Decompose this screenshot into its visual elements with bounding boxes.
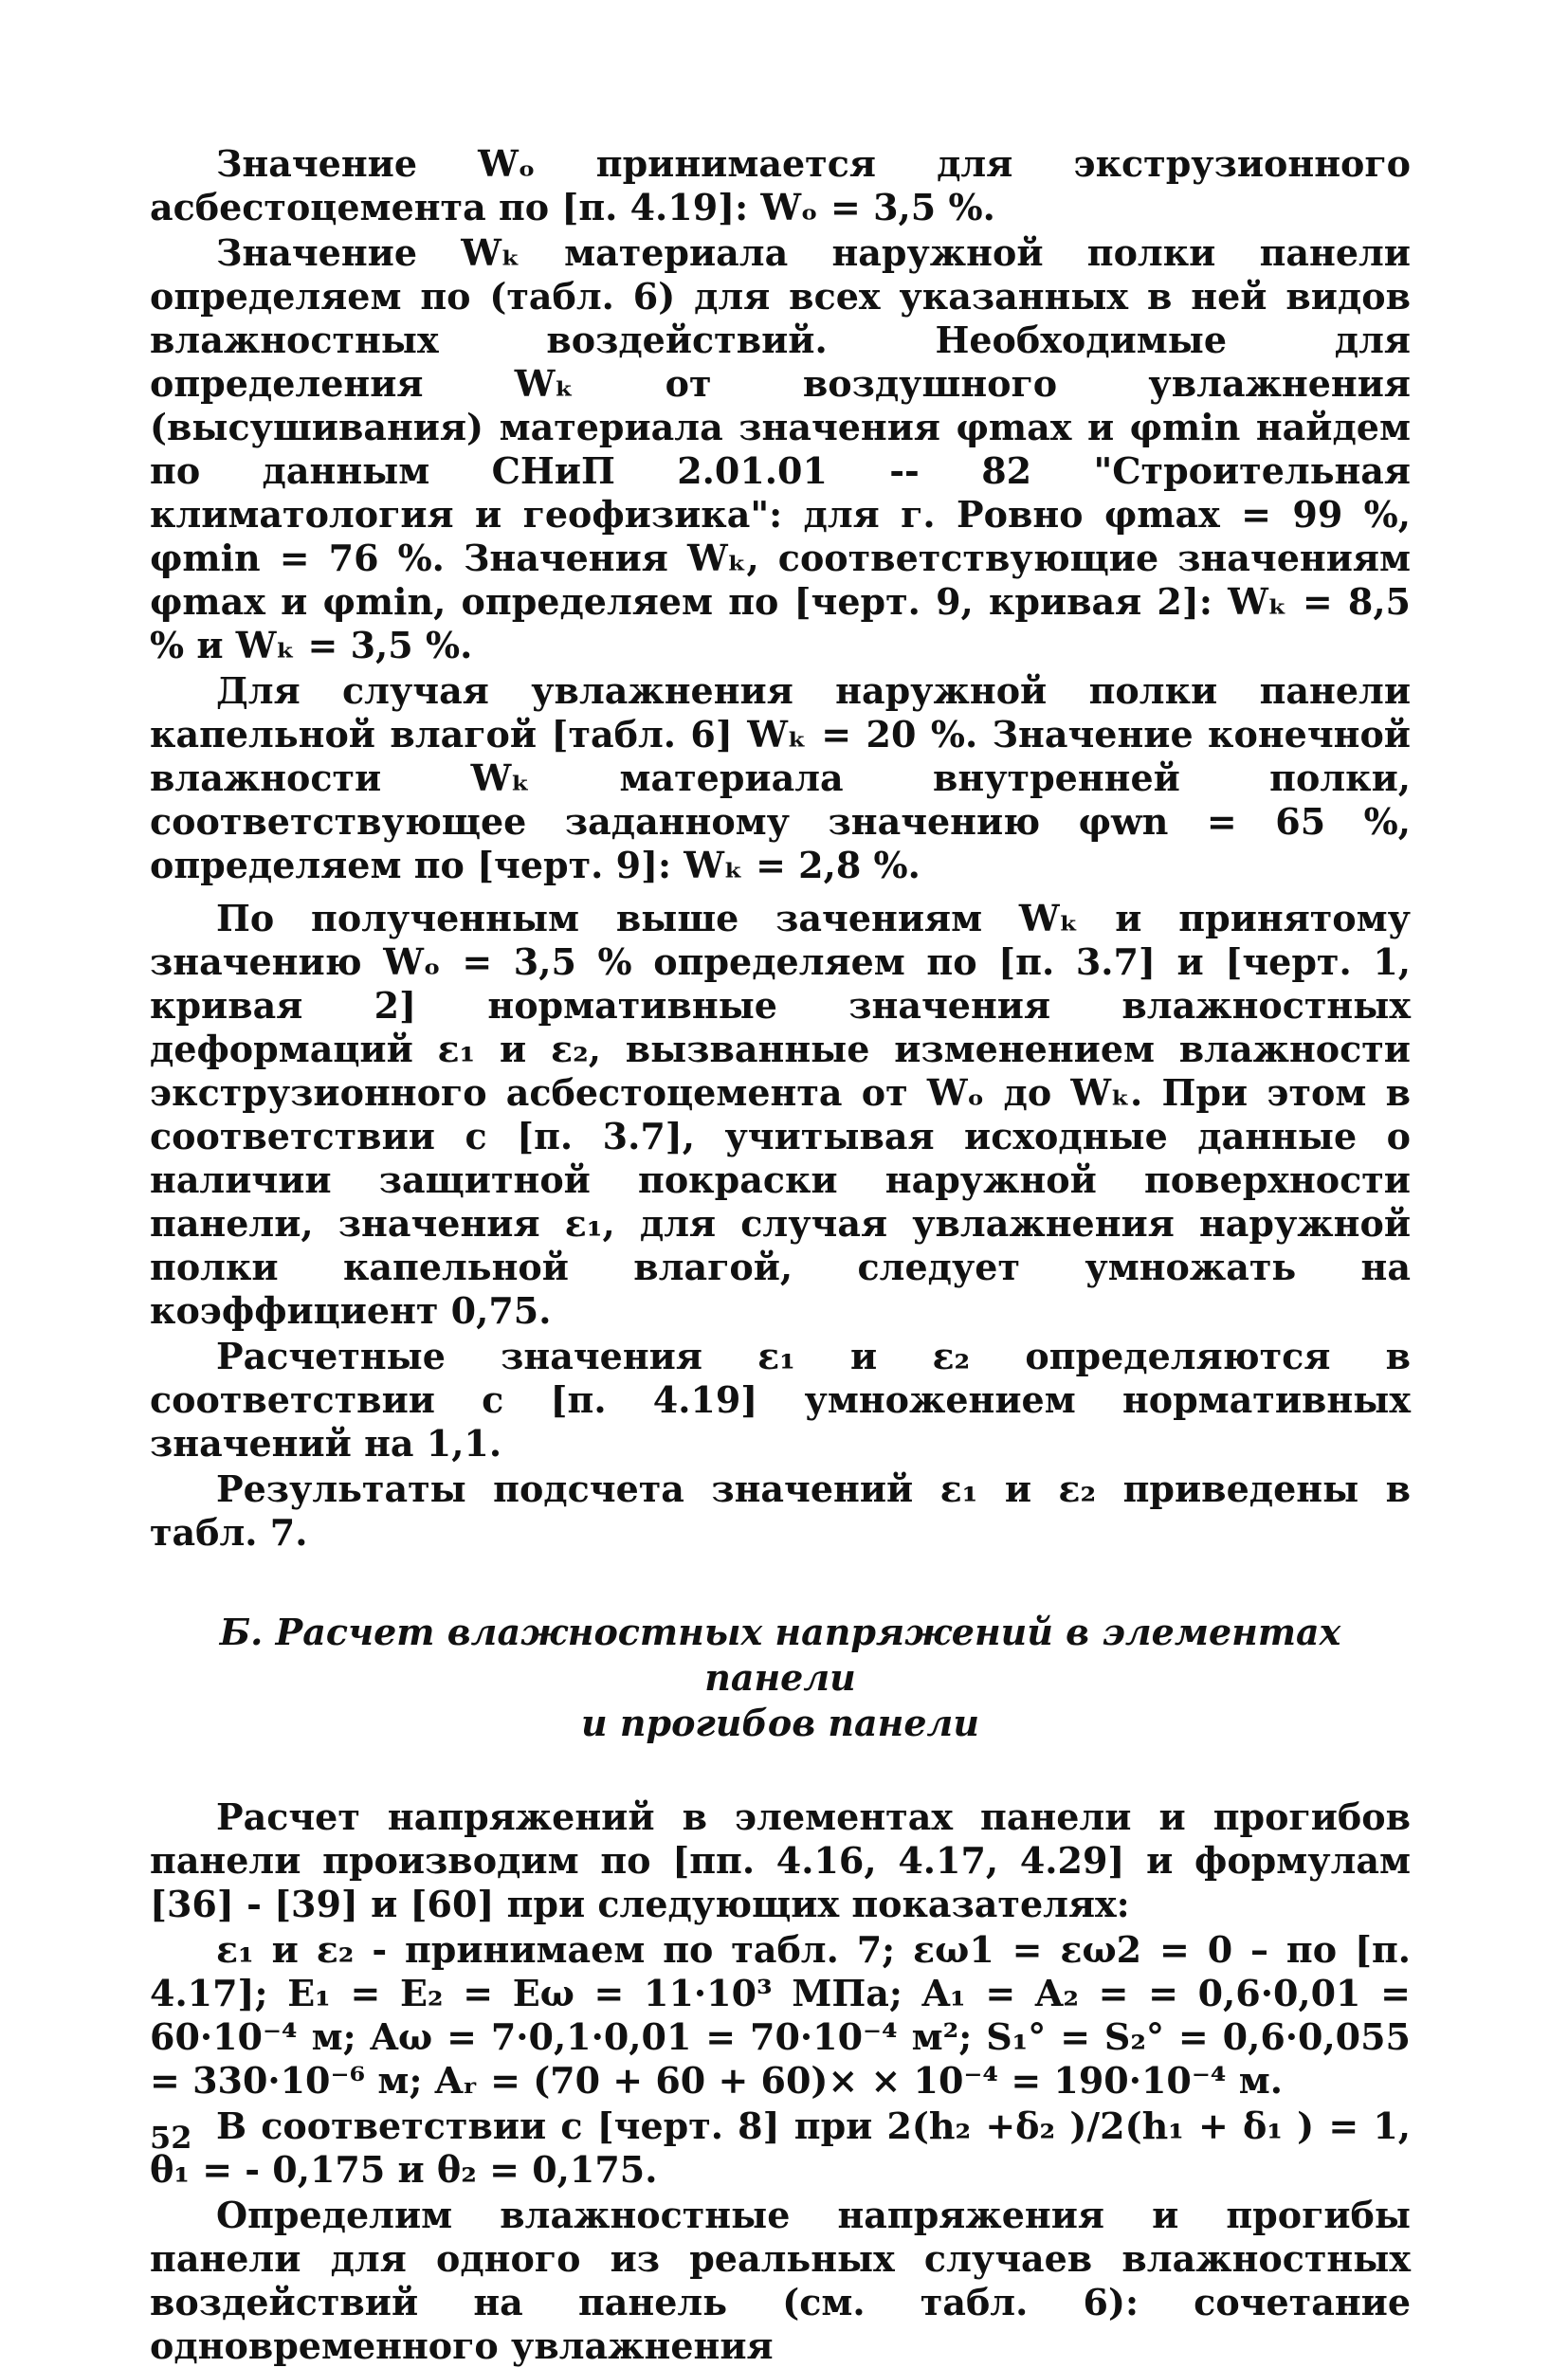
- paragraph-design-values: Расчетные значения ε₁ и ε₂ определяются в соответствии с [п. 4.19] умножением нормативных значений на 1,1.: [150, 1335, 1411, 1465]
- paragraph-deformations: По полученным выше зачениям Wₖ и принятому значению Wₒ = 3,5 % определяем по [п. 3.7] и [черт. 1, кривая 2] нормативные значения влажностных деформаций ε₁ и ε₂, вызванные изменением влажности экструзионного асбестоцемента от Wₒ до Wₖ. При этом в соответствии с [п. 3.7], учитывая исходные данные о наличии защитной покраски наружной поверхности панели, значения ε₁, для случая увлажнения наружной полки капельной влагой, следует умножать на коэффициент 0,75.: [150, 897, 1411, 1332]
- paragraph-wk-outer-shelf: Значение Wₖ материала наружной полки панели определяем по (табл. 6) для всех указанных в ней видов влажностных воздействий. Необходимые для определения Wₖ от воздушного увлажнения (высушивания) материала значения φmax и φmin найдем по данным СНиП 2.01.01 -- 82 "Строительная климатология и геофизика": для г. Ровно φmax = 99 %, φmin = 76 %. Значения Wₖ, соответствующие значениям φmax и φmin, определяем по [черт. 9, кривая 2]: Wₖ = 8,5 % и Wₖ = 3,5 %.: [150, 231, 1411, 666]
- section-heading-line-2: и прогибов панели: [581, 1702, 979, 1744]
- paragraph-drip-moisture: Для случая увлажнения наружной полки панели капельной влагой [табл. 6] Wₖ = 20 %. Значение конечной влажности Wₖ материала внутренней полки, соответствующее заданному значению φwn = 65 %, определяем по [черт. 9]: Wₖ = 2,8 %.: [150, 669, 1411, 886]
- section-heading-line-1: Б. Расчет влажностных напряжений в элементах панели: [219, 1611, 1341, 1699]
- paragraph-w0: Значение Wₒ принимается для экструзионного асбестоцемента по [п. 4.19]: Wₒ = 3,5 %.: [150, 142, 1411, 228]
- section-heading: [188, 1610, 1373, 1746]
- paragraph-results-table: Результаты подсчета значений ε₁ и ε₂ приведены в табл. 7.: [150, 1467, 1411, 1554]
- page-body: [150, 142, 1411, 2368]
- paragraph-stress-calculation: Расчет напряжений в элементах панели и прогибов панели производим по [пп. 4.16, 4.17, 4.29] и формулам [36] - [39] и [60] при следующих показателях:: [150, 1795, 1411, 1925]
- page-number: 52: [150, 2120, 192, 2156]
- paragraph-real-case: Определим влажностные напряжения и прогибы панели для одного из реальных случаев влажностных воздействий на панель (см. табл. 6): сочетание одновременного увлажнения: [150, 2194, 1411, 2367]
- paragraph-parameters: ε₁ и ε₂ - принимаем по табл. 7; εω1 = εω2 = 0 – по [п. 4.17]; E₁ = E₂ = Eω = 11·10³ МПа; A₁ = A₂ = = 0,6·0,01 = 60·10⁻⁴ м; Aω = 7·0,1·0,01 = 70·10⁻⁴ м²; S₁° = S₂° = 0,6·0,055 = 330·10⁻⁶ м; Aᵣ = (70 + 60 + 60)× × 10⁻⁴ = 190·10⁻⁴ м.: [150, 1928, 1411, 2102]
- paragraph-theta: В соответствии с [черт. 8] при 2(h₂ +δ₂ )/2(h₁ + δ₁ ) = 1, θ₁ = - 0,175 и θ₂ = 0,175.: [150, 2104, 1411, 2191]
